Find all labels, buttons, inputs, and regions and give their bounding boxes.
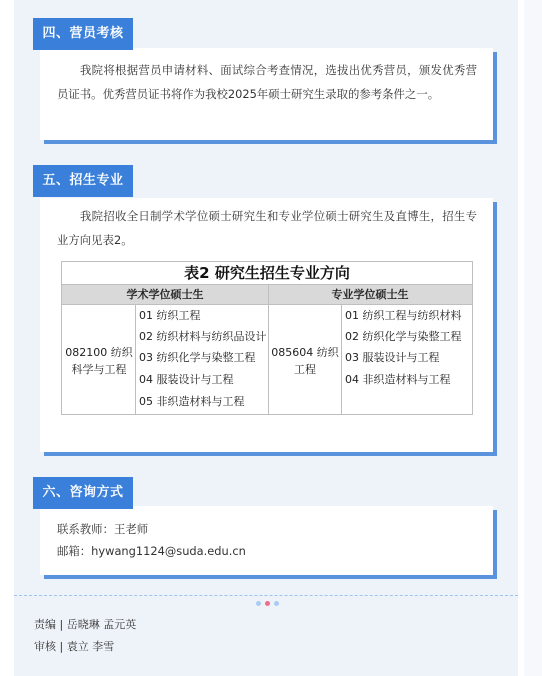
academic-header: 学术学位硕士生 bbox=[62, 284, 268, 305]
contact-card bbox=[40, 506, 493, 575]
professional-direction: 02 纺织化学与染整工程 bbox=[345, 330, 462, 343]
editor-credit: 责编 | 岳晓琳 孟元英 bbox=[34, 618, 137, 631]
majors-paragraph: 我院招收全日制学术学位硕士研究生和专业学位硕士研究生及直博生，招生专业方向见表2。 bbox=[57, 209, 477, 247]
section-title-majors: 五、招生专业 bbox=[33, 165, 133, 197]
table-divider bbox=[341, 305, 342, 414]
section-title-assessment: 四、营员考核 bbox=[33, 18, 133, 50]
professional-direction: 03 服装设计与工程 bbox=[345, 351, 440, 364]
academic-major: 082100 纺织科学与工程 bbox=[65, 346, 133, 376]
contact-teacher: 联系教师：王老师 bbox=[57, 522, 149, 536]
professional-major: 085604 纺织工程 bbox=[271, 346, 339, 376]
assessment-paragraph: 我院将根据营员申请材料、面试综合考查情况，选拔出优秀营员，颁发优秀营员证书。优秀营员证书将作为我校2025年硕士研究生录取的参考条件之一。 bbox=[57, 63, 477, 101]
contact-email[interactable]: 邮箱：hywang1124@suda.edu.cn bbox=[57, 544, 246, 558]
academic-direction: 02 纺织材料与纺织品设计 bbox=[139, 330, 267, 343]
dot-icon bbox=[256, 601, 261, 606]
section-title-contact: 六、咨询方式 bbox=[33, 477, 133, 509]
divider-dots bbox=[254, 591, 281, 610]
academic-direction: 03 纺织化学与染整工程 bbox=[139, 351, 256, 364]
academic-direction: 04 服装设计与工程 bbox=[139, 373, 234, 386]
academic-direction: 01 纺织工程 bbox=[139, 309, 201, 322]
majors-table bbox=[61, 261, 473, 415]
reviewer-credit: 审核 | 袁立 李雪 bbox=[34, 640, 115, 653]
scrollbar-track[interactable] bbox=[524, 0, 542, 676]
dot-icon bbox=[274, 601, 279, 606]
table-title: 表2 研究生招生专业方向 bbox=[184, 264, 350, 282]
professional-header: 专业学位硕士生 bbox=[268, 284, 472, 305]
professional-direction: 01 纺织工程与纺织材料 bbox=[345, 309, 462, 322]
dot-icon bbox=[265, 601, 270, 606]
table-divider bbox=[135, 305, 136, 414]
academic-direction: 05 非织造材料与工程 bbox=[139, 395, 245, 408]
professional-direction: 04 非织造材料与工程 bbox=[345, 373, 451, 386]
